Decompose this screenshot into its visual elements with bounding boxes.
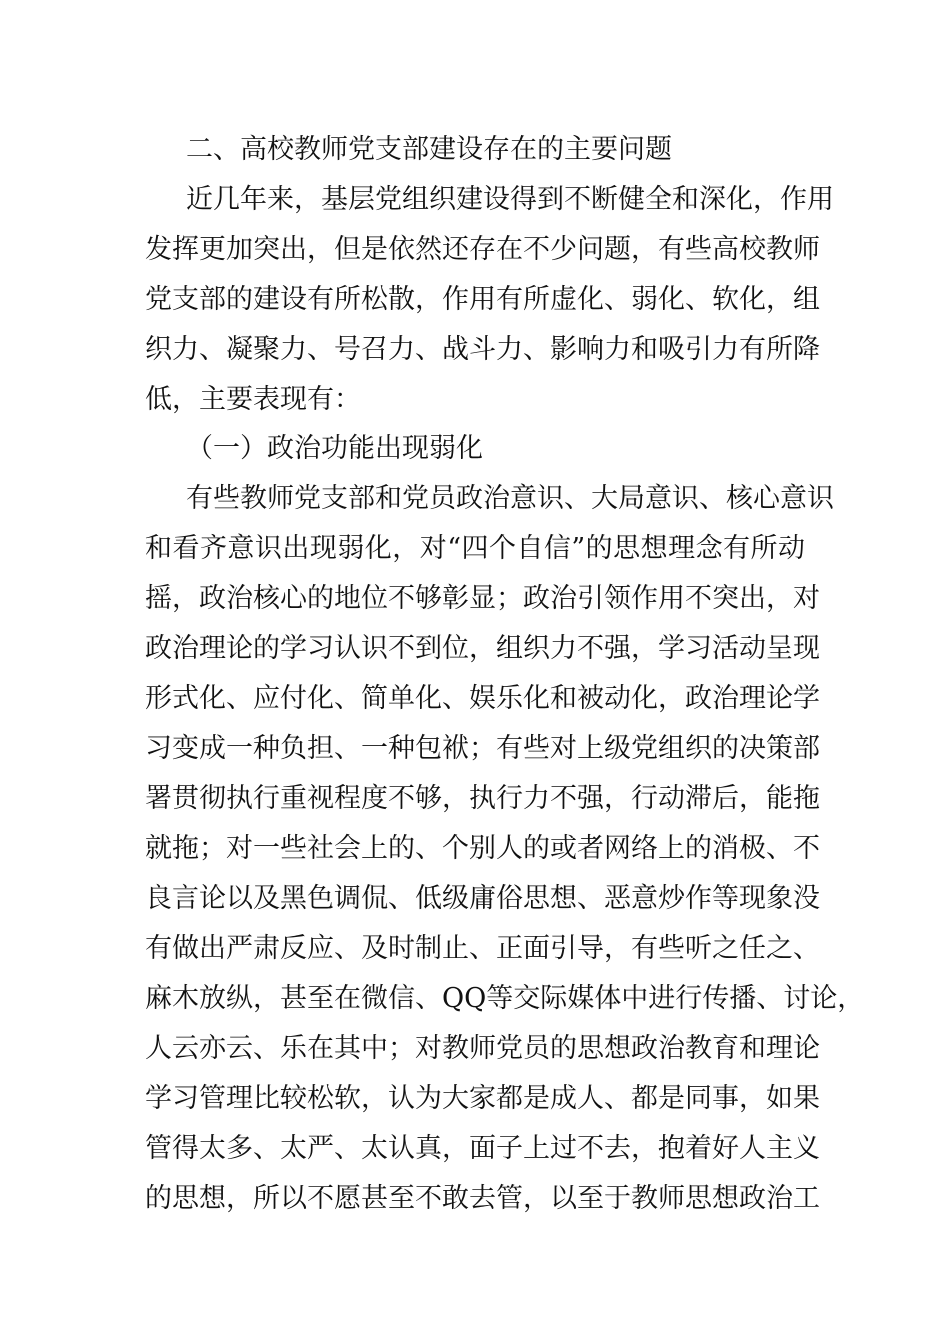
paragraph-line: 人云亦云、乐在其中；对教师党员的思想政治教育和理论 — [145, 1033, 820, 1064]
paragraph-line: 管得太多、太严、太认真，面子上过不去，抱着好人主义 — [145, 1133, 820, 1164]
paragraph-line: 有做出严肃反应、及时制止、正面引导，有些听之任之、 — [145, 933, 820, 964]
paragraph-line: 低，主要表现有： — [145, 384, 361, 415]
paragraph-line: 党支部的建设有所松散，作用有所虚化、弱化、软化，组 — [145, 284, 820, 315]
paragraph-line: 习变成一种负担、一种包袱；有些对上级党组织的决策部 — [145, 733, 820, 764]
paragraph-line: 麻木放纵，甚至在微信、QQ等交际媒体中进行传播、讨论， — [145, 983, 865, 1014]
paragraph-line: 政治理论的学习认识不到位，组织力不强，学习活动呈现 — [145, 633, 820, 664]
sub-heading: （一）政治功能出现弱化 — [186, 433, 483, 464]
paragraph-line: 织力、凝聚力、号召力、战斗力、影响力和吸引力有所降 — [145, 334, 820, 365]
paragraph-line: 良言论以及黑色调侃、低级庸俗思想、恶意炒作等现象没 — [145, 883, 820, 914]
paragraph-line: 近几年来，基层党组织建设得到不断健全和深化，作用 — [186, 184, 834, 215]
paragraph-line: 学习管理比较松软，认为大家都是成人、都是同事，如果 — [145, 1083, 820, 1114]
paragraph-line: 发挥更加突出，但是依然还存在不少问题，有些高校教师 — [145, 234, 820, 265]
paragraph-line: 署贯彻执行重视程度不够，执行力不强，行动滞后，能拖 — [145, 783, 820, 814]
paragraph-line: 形式化、应付化、简单化、娱乐化和被动化，政治理论学 — [145, 683, 820, 714]
paragraph-line: 和看齐意识出现弱化，对“四个自信”的思想理念有所动 — [145, 533, 805, 564]
paragraph-line: 有些教师党支部和党员政治意识、大局意识、核心意识 — [186, 483, 834, 514]
paragraph-line: 就拖；对一些社会上的、个别人的或者网络上的消极、不 — [145, 833, 820, 864]
paragraph-line: 摇，政治核心的地位不够彰显；政治引领作用不突出，对 — [145, 583, 820, 614]
paragraph-line: 的思想，所以不愿甚至不敢去管，以至于教师思想政治工 — [145, 1183, 820, 1214]
section-heading: 二、高校教师党支部建设存在的主要问题 — [186, 134, 672, 165]
